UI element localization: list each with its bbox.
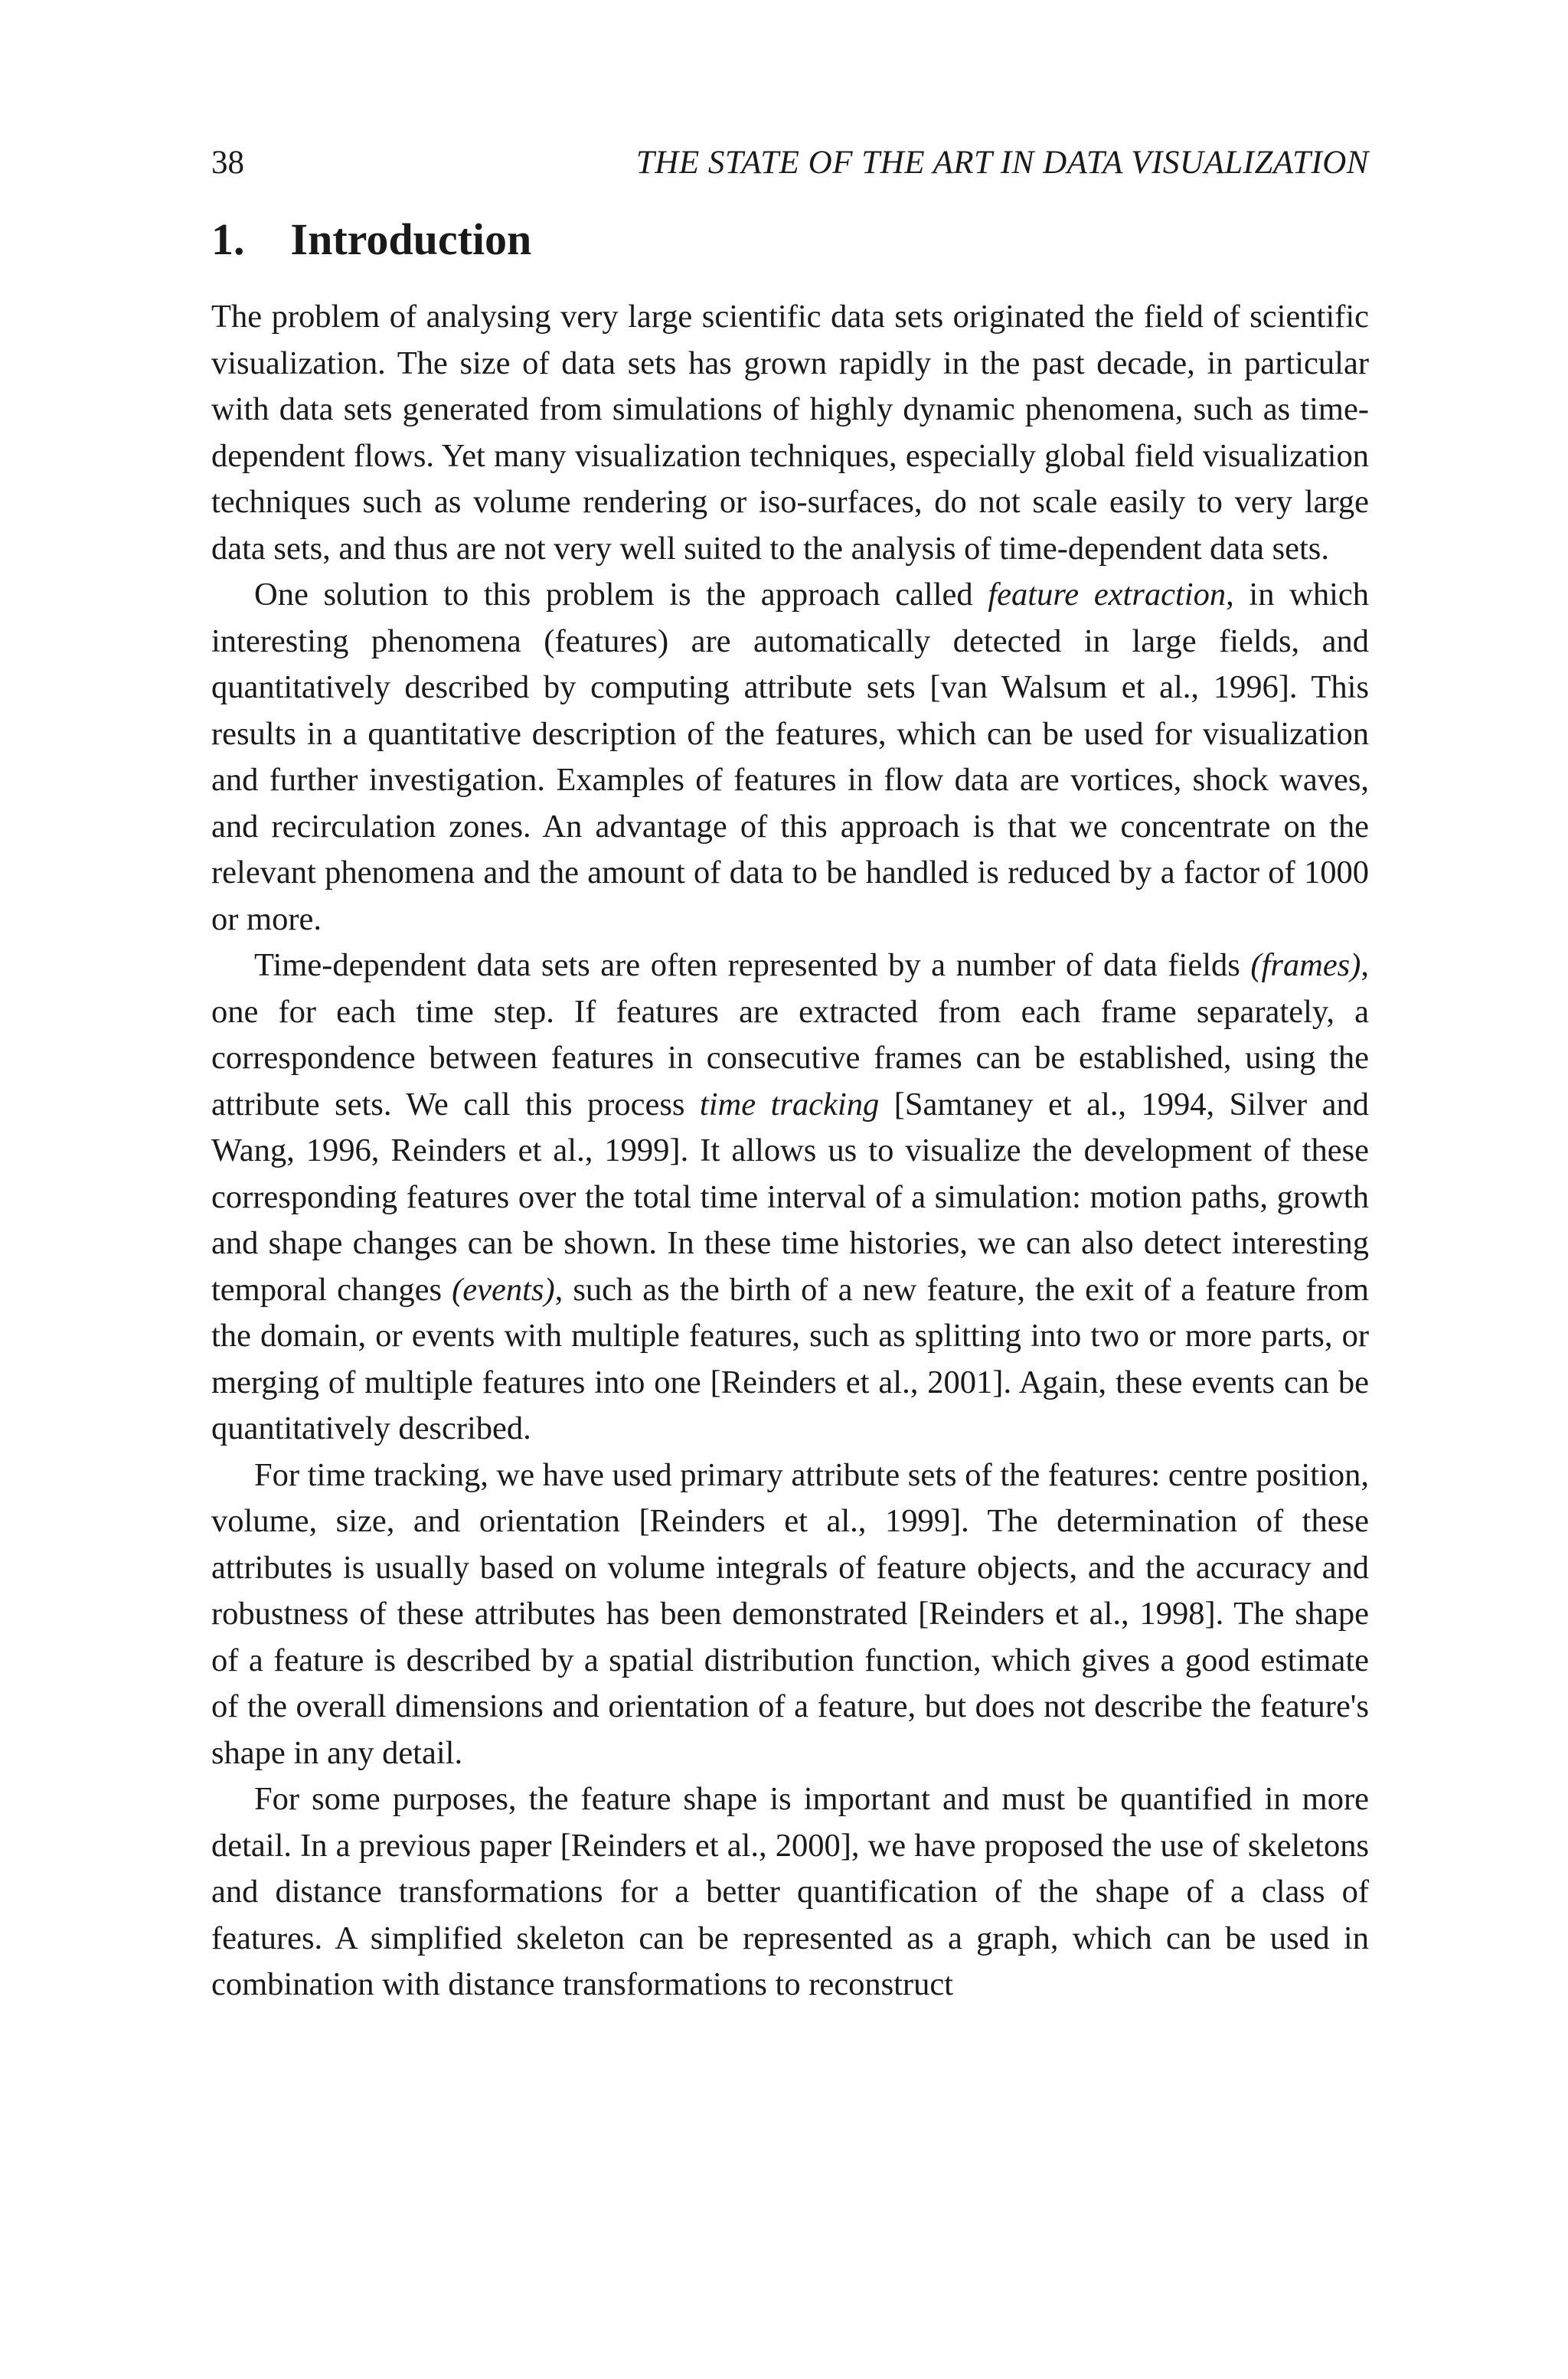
body-text (211, 294, 1369, 2008)
italic-term: (events) (452, 1271, 555, 1308)
running-title: THE STATE OF THE ART IN DATA VISUALIZATION (635, 145, 1369, 181)
paragraph (211, 572, 1369, 943)
section-title: Introduction (290, 214, 532, 264)
page (211, 142, 1369, 2008)
text-run: For time tracking, we have used primary attribute sets of the features: centre position, volume, size, and orientation [Reinders et al., 1999]. The determination of these attributes is usually based on volume integrals of feature objects, and the accuracy and robustness of these attributes has been demonstrated [Reinders et al., 1998]. The shape of a feature is described by a spatial distribution function, which gives a good estimate of the overall dimensions and orientation of a feature, but does not describe the feature's shape in any detail. (211, 1456, 1369, 1771)
paragraph (211, 1776, 1369, 2008)
text-run: [Samtaney et al., 1994, Silver and Wang, 1996, Reinders et al., 1999]. It allows us to visualize the development of these corresponding features over the total time interval of a simulation: motion paths, growth and shape changes can be shown. In these time histories, we can also detect interesting temporal changes (211, 1086, 1369, 1308)
text-run: , such as the birth of a new feature, the exit of a feature from the domain, or events with multiple features, such as splitting into two or more parts, or merging of multiple features into one [Reinders et al., 2001]. Again, these events can be quantitatively described. (211, 1271, 1370, 1446)
running-header (211, 142, 1369, 184)
text-run: , in which interesting phenomena (features) are automatically detected in large fields, and quantitatively described by computing attribute sets [van Walsum et al., 1996]. This results in a quantitative description of the features, which can be used for visualization and further investigation. Examples of features in flow data are vortices, shock waves, and recirculation zones. An advantage of this approach is that we concentrate on the relevant phenomena and the amount of data to be handled is reduced by a factor of 1000 or more. (211, 577, 1370, 937)
text-run: The problem of analysing very large scientific data sets originated the field of scientific visualization. The size of data sets has grown rapidly in the past decade, in particular with data sets generated from simulations of highly dynamic phenomena, such as time-dependent flows. Yet many visualization techniques, especially global field visualization techniques such as volume rendering or iso-surfaces, do not scale easily to very large data sets, and thus are not very well suited to the analysis of time-dependent data sets. (211, 299, 1369, 567)
section-number: 1. (211, 214, 245, 264)
italic-term: feature extraction (988, 577, 1227, 613)
italic-term: (frames) (1250, 947, 1361, 983)
paragraph (211, 294, 1369, 572)
text-run: One solution to this problem is the approach called (254, 577, 988, 613)
paragraph (211, 943, 1369, 1453)
text-run: , one for each time step. If features are extracted from each frame separately, a correspondence between features in consecutive frames can be established, using the attribute sets. We call this process (211, 947, 1369, 1123)
section-heading (211, 213, 1369, 266)
text-run: Time-dependent data sets are often represented by a number of data fields (254, 947, 1251, 983)
text-run: For some purposes, the feature shape is important and must be quantified in more detail. In a previous paper [Reinders et al., 2000], we have proposed the use of skeletons and distance transformations for a better quantification of the shape of a class of features. A simplified skeleton can be represented as a graph, which can be used in combination with distance transformations to reconstruct (211, 1781, 1369, 2002)
paragraph (211, 1453, 1369, 1777)
page-number: 38 (211, 145, 244, 181)
italic-term: time tracking (699, 1086, 880, 1123)
